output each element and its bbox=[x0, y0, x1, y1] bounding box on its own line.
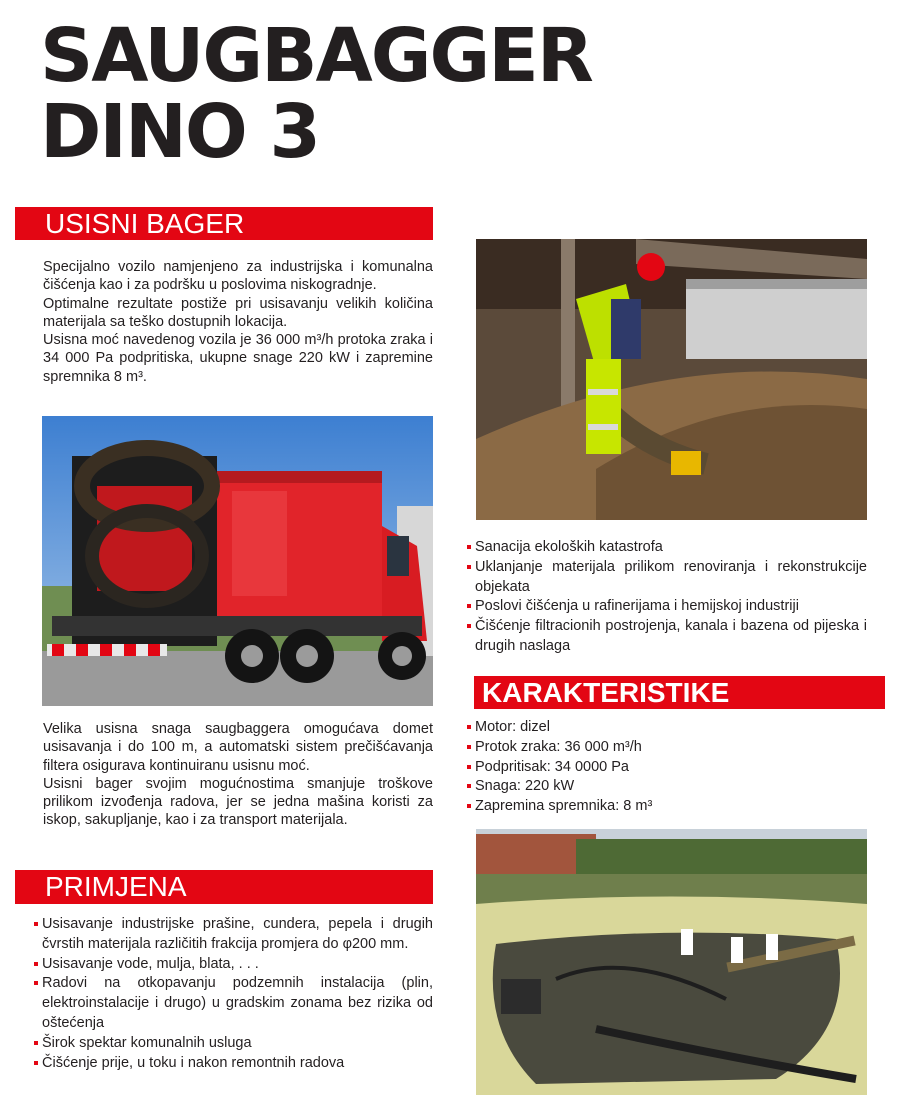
list-item: Protok zraka: 36 000 m³/h bbox=[467, 738, 867, 758]
list-item: Uklanjanje materijala prilikom renoviranja i rekonstrukcije objekata bbox=[467, 558, 867, 598]
list-item: Poslovi čišćenja u rafinerijama i hemijskoj industriji bbox=[467, 597, 867, 617]
list-item: Čišćenje filtracionih postrojenja, kanala i bazena od pijeska i drugih naslaga bbox=[467, 617, 867, 657]
section-header-karakteristike: KARAKTERISTIKE bbox=[474, 676, 885, 709]
bullet-marker bbox=[467, 565, 471, 569]
list-item: Širok spektar komunalnih usluga bbox=[34, 1034, 433, 1054]
primjena-list bbox=[34, 915, 433, 1073]
list-item: Podpritisak: 34 0000 Pa bbox=[467, 758, 867, 778]
bullet-marker bbox=[467, 745, 471, 749]
bullet-marker bbox=[467, 804, 471, 808]
list-item: Snaga: 220 kW bbox=[467, 777, 867, 797]
body-paragraph-1: Velika usisna snaga saugbaggera omogućava domet usisavanja i do 100 m, a automatski sistem prečišćavanja filtera osigurava kontinuiranu usisnu moć. bbox=[43, 721, 433, 774]
bullet-marker bbox=[34, 1041, 38, 1045]
pond-cleaning-photo bbox=[476, 829, 867, 1095]
karakteristike-list bbox=[467, 718, 867, 817]
bullet-marker bbox=[467, 624, 471, 628]
worker-photo bbox=[476, 239, 867, 520]
section-header-usisni-bager: USISNI BAGER bbox=[15, 207, 433, 240]
bullet-marker bbox=[34, 1061, 38, 1065]
bullet-marker bbox=[34, 922, 38, 926]
page-title bbox=[40, 13, 592, 175]
bullet-marker bbox=[34, 981, 38, 985]
intro-paragraph-3: Usisna moć navedenog vozila je 36 000 m³/h protoka zraka i 34 000 Pa podpritiska, ukupne snage 220 kW i zapremine spremnika 8 m³. bbox=[43, 332, 433, 385]
title-line-1: SAUGBAGGER bbox=[40, 13, 592, 99]
bullet-marker bbox=[467, 604, 471, 608]
bullet-marker bbox=[467, 545, 471, 549]
bullet-marker bbox=[34, 962, 38, 966]
body-paragraph-2: Usisni bager svojim mogućnostima smanjuje troškove prilikom izvođenja radova, jer se jedna mašina koristi za iskop, sakupljanje, kao i za transport materijala. bbox=[43, 775, 433, 829]
list-item: Radovi na otkopavanju podzemnih instalacija (plin, elektroinstalacije i drugo) u gradskim zonama bez rizika od oštećenja bbox=[34, 974, 433, 1033]
truck-photo bbox=[42, 416, 433, 706]
intro-paragraph-1: Specijalno vozilo namjenjeno za industrijska i komunalna čišćenja kao i za podršku u poslovima niskogradnje. bbox=[43, 259, 433, 294]
list-item: Čišćenje prije, u toku i nakon remontnih radova bbox=[34, 1054, 433, 1074]
body-text bbox=[43, 720, 433, 830]
bullet-marker bbox=[467, 765, 471, 769]
bullet-marker bbox=[467, 784, 471, 788]
title-line-2: DINO 3 bbox=[40, 89, 320, 175]
list-item: Zapremina spremnika: 8 m³ bbox=[467, 797, 867, 817]
list-item: Usisavanje industrijske prašine, cundera, pepela i drugih čvrstih materijala različitih frakcija promjera do φ200 mm. bbox=[34, 915, 433, 955]
intro-text bbox=[43, 258, 433, 386]
intro-paragraph-2: Optimalne rezultate postiže pri usisavanju velikih količina materijala sa teško dostupnih lokacija. bbox=[43, 295, 433, 330]
list-item: Usisavanje vode, mulja, blata, . . . bbox=[34, 955, 433, 975]
bullet-marker bbox=[467, 725, 471, 729]
section-header-primjena: PRIMJENA bbox=[15, 870, 433, 904]
list-item: Motor: dizel bbox=[467, 718, 867, 738]
list-item: Sanacija ekoloških katastrofa bbox=[467, 538, 867, 558]
services-list bbox=[467, 538, 867, 657]
